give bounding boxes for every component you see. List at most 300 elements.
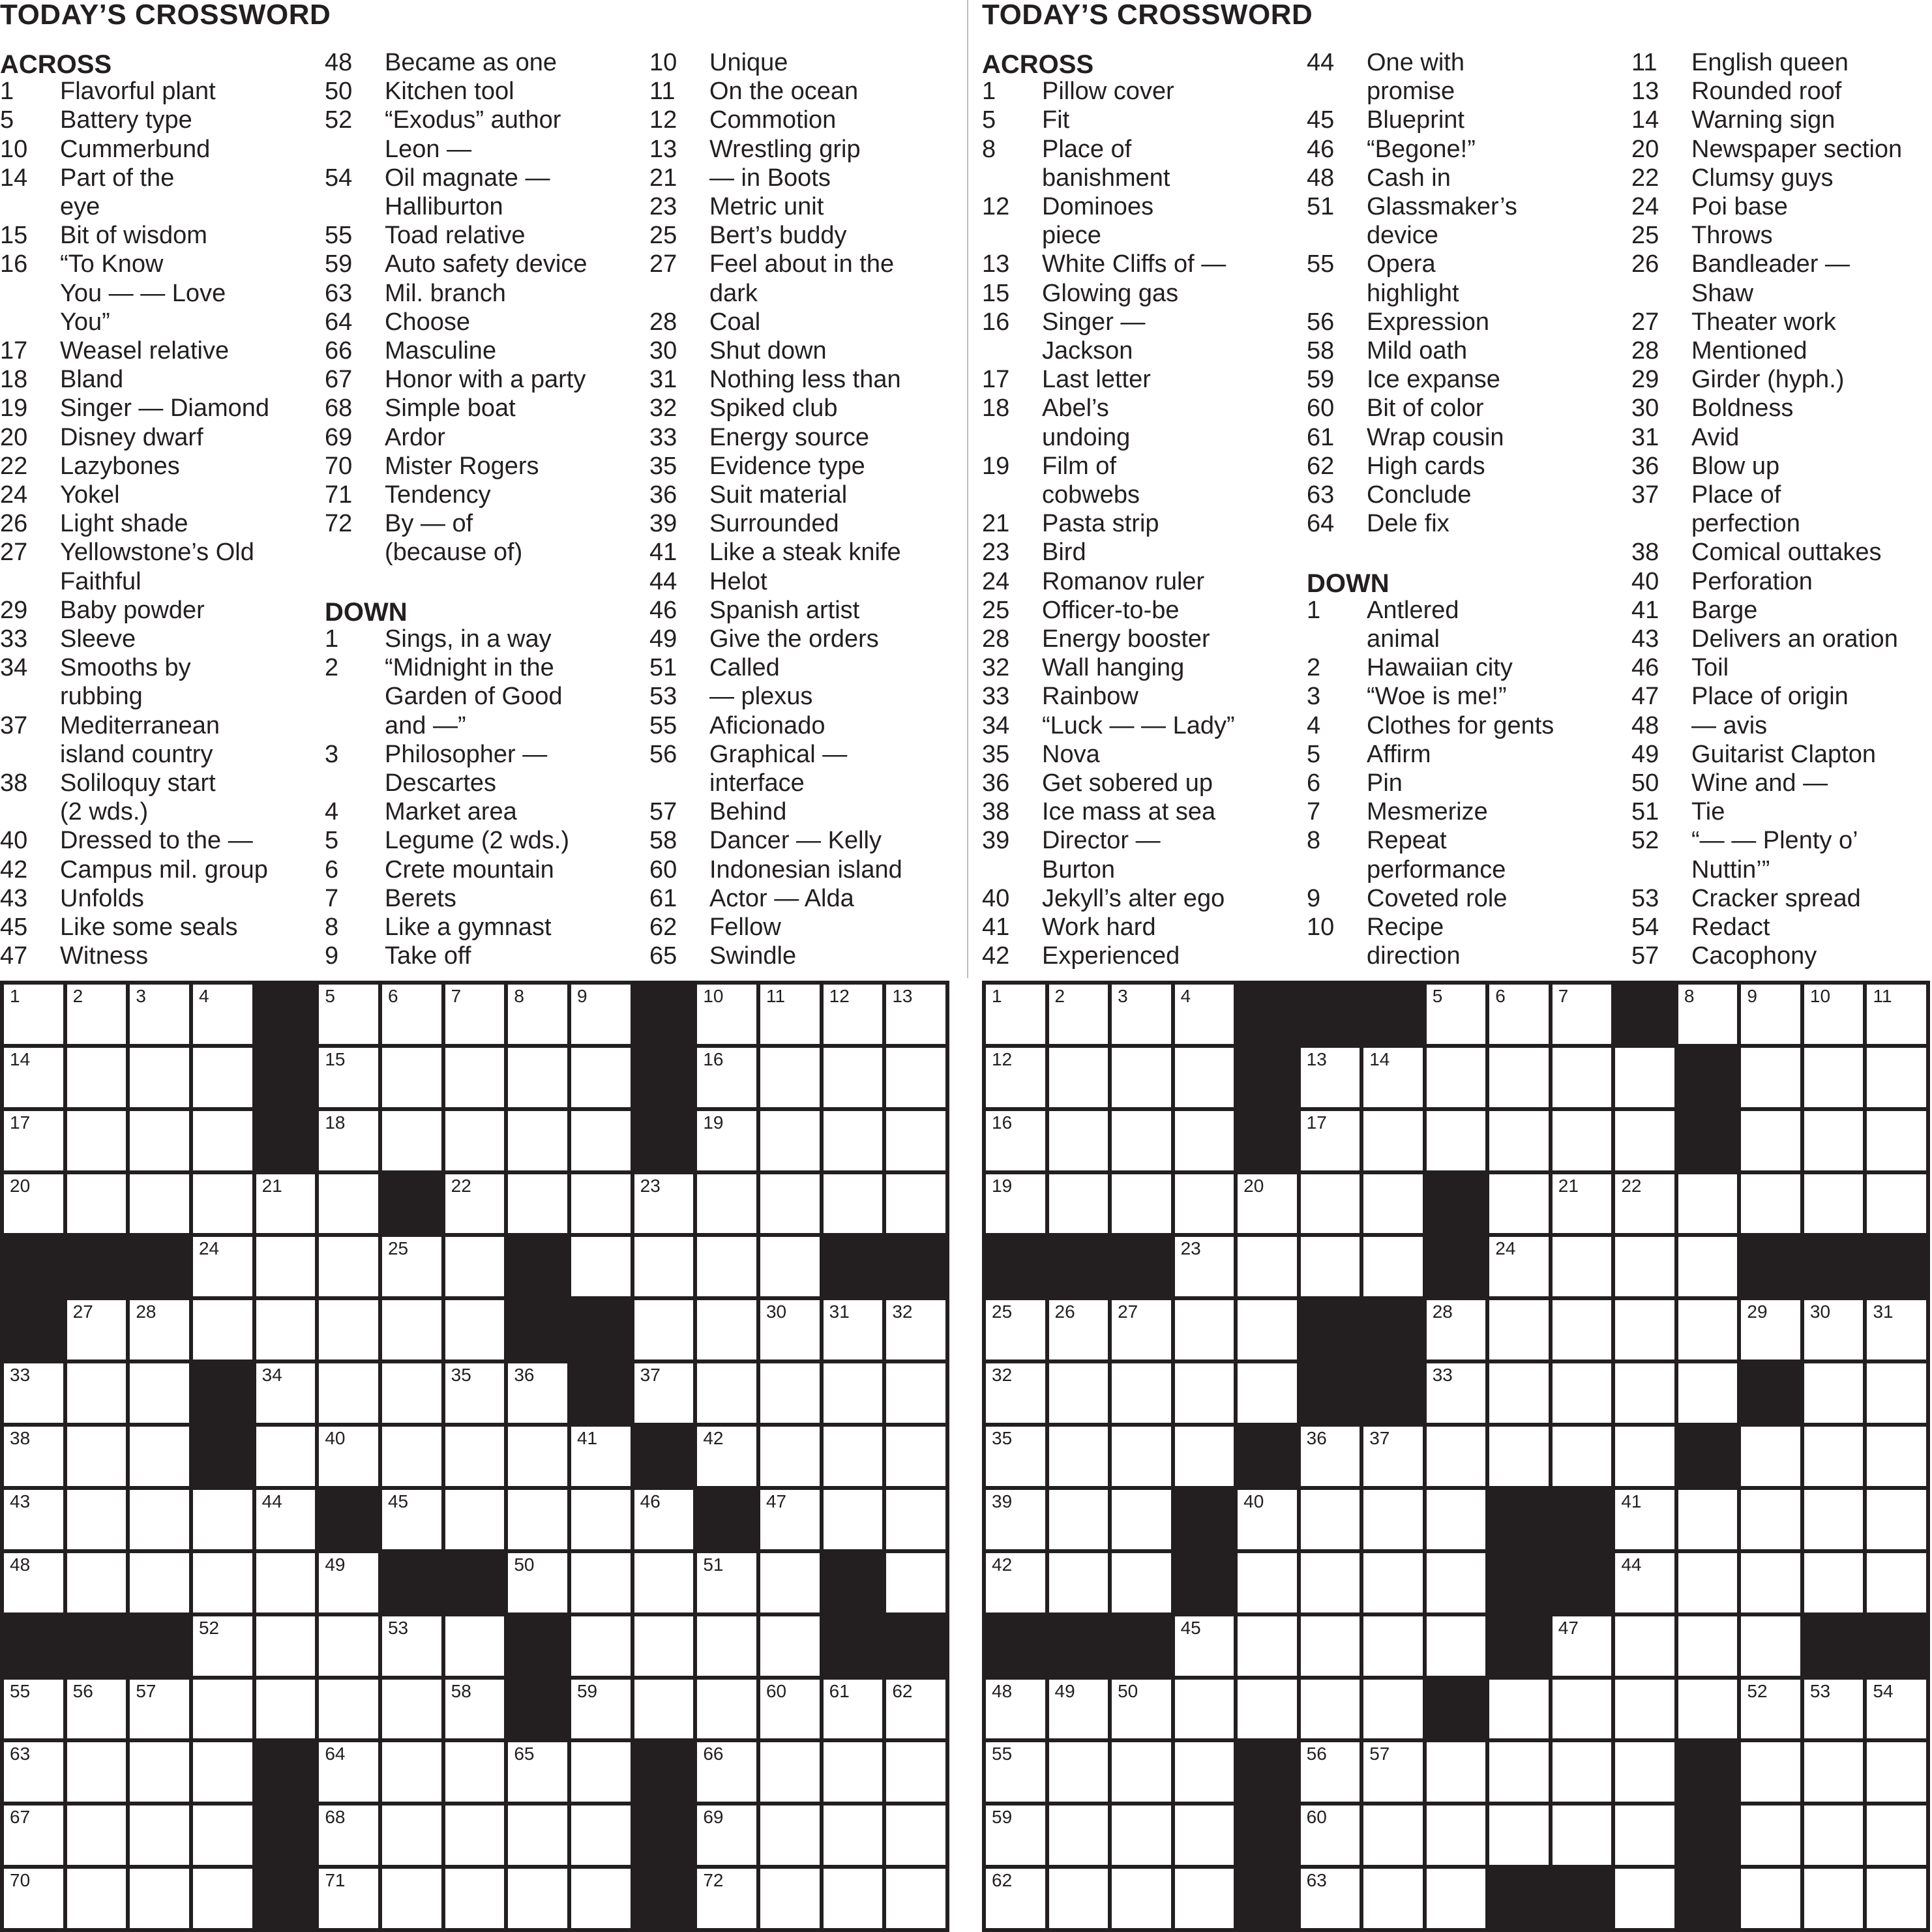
grid-cell[interactable] [1049,1869,1108,1928]
grid-cell[interactable] [1112,1742,1171,1802]
grid-cell[interactable] [1301,1680,1360,1739]
grid-cell[interactable] [1615,1616,1674,1676]
grid-cell[interactable] [4,1048,63,1107]
grid-cell[interactable] [1301,1174,1360,1234]
grid-cell[interactable] [1867,1048,1926,1107]
grid-cell[interactable] [256,1553,316,1612]
grid-cell[interactable] [1112,1174,1171,1234]
grid-cell[interactable] [445,1742,505,1802]
grid-cell[interactable] [319,1237,378,1296]
grid-cell[interactable] [1301,1869,1360,1928]
grid-cell[interactable] [697,1680,756,1739]
grid-cell[interactable] [1363,1237,1423,1296]
grid-cell[interactable] [760,1174,820,1234]
grid-cell[interactable] [1553,1806,1612,1865]
grid-cell[interactable] [67,985,126,1044]
grid-cell[interactable] [1678,1616,1738,1676]
grid-cell[interactable] [1489,1427,1549,1486]
grid-cell[interactable] [1489,1111,1549,1170]
grid-cell[interactable] [1741,1553,1800,1612]
grid-cell[interactable] [445,1806,505,1865]
grid-cell[interactable] [1301,1237,1360,1296]
grid-cell[interactable] [1489,1742,1549,1802]
grid-cell[interactable] [1489,1680,1549,1739]
grid-cell[interactable] [1049,1111,1108,1170]
grid-cell[interactable] [130,1048,189,1107]
grid-cell[interactable] [508,1111,567,1170]
grid-cell[interactable] [382,1237,441,1296]
grid-cell[interactable] [1427,1553,1486,1612]
grid-cell[interactable] [445,1869,505,1928]
grid-cell[interactable] [1804,1553,1864,1612]
grid-cell[interactable] [986,1742,1045,1802]
grid-cell[interactable] [571,1806,631,1865]
grid-cell[interactable] [1049,1427,1108,1486]
grid-cell[interactable] [824,1806,883,1865]
grid-cell[interactable] [382,1616,441,1676]
grid-cell[interactable] [760,1616,820,1676]
grid-cell[interactable] [1489,1300,1549,1360]
grid-cell[interactable] [1049,1553,1108,1612]
grid-cell[interactable] [1867,1869,1926,1928]
grid-cell[interactable] [760,1300,820,1360]
grid-cell[interactable] [1804,1174,1864,1234]
grid-cell[interactable] [1741,1680,1800,1739]
grid-cell[interactable] [1112,1427,1171,1486]
grid-cell[interactable] [1741,1427,1800,1486]
grid-cell[interactable] [256,1363,316,1423]
grid-cell[interactable] [130,1174,189,1234]
grid-cell[interactable] [1175,1680,1234,1739]
grid-cell[interactable] [1238,1237,1297,1296]
grid-cell[interactable] [1741,1490,1800,1549]
grid-cell[interactable] [1553,1616,1612,1676]
grid-cell[interactable] [67,1300,126,1360]
grid-cell[interactable] [886,1111,945,1170]
grid-cell[interactable] [4,1490,63,1549]
grid-cell[interactable] [382,1742,441,1802]
grid-cell[interactable] [1804,1742,1864,1802]
grid-cell[interactable] [256,1237,316,1296]
grid-cell[interactable] [634,1174,694,1234]
grid-cell[interactable] [1741,1742,1800,1802]
grid-cell[interactable] [193,1806,252,1865]
grid-cell[interactable] [1049,1363,1108,1423]
grid-cell[interactable] [1049,1048,1108,1107]
grid-cell[interactable] [986,1553,1045,1612]
grid-cell[interactable] [886,1869,945,1928]
grid-cell[interactable] [130,1111,189,1170]
grid-cell[interactable] [1615,1174,1674,1234]
grid-cell[interactable] [1427,1111,1486,1170]
grid-cell[interactable] [986,1490,1045,1549]
grid-cell[interactable] [1049,1742,1108,1802]
grid-cell[interactable] [193,1111,252,1170]
grid-cell[interactable] [824,1111,883,1170]
grid-cell[interactable] [67,1742,126,1802]
grid-cell[interactable] [193,1553,252,1612]
grid-cell[interactable] [1238,1300,1297,1360]
grid-cell[interactable] [886,1300,945,1360]
grid-cell[interactable] [1175,985,1234,1044]
grid-cell[interactable] [1049,1490,1108,1549]
grid-cell[interactable] [886,1742,945,1802]
grid-cell[interactable] [886,1553,945,1612]
grid-cell[interactable] [1489,1363,1549,1423]
grid-cell[interactable] [67,1806,126,1865]
grid-cell[interactable] [986,1680,1045,1739]
grid-cell[interactable] [1301,1553,1360,1612]
grid-cell[interactable] [1678,1300,1738,1360]
grid-cell[interactable] [1301,1742,1360,1802]
grid-cell[interactable] [571,1174,631,1234]
grid-cell[interactable] [986,1869,1045,1928]
grid-cell[interactable] [697,1869,756,1928]
grid-cell[interactable] [886,1806,945,1865]
grid-cell[interactable] [445,1616,505,1676]
grid-cell[interactable] [1489,1237,1549,1296]
grid-cell[interactable] [1427,1427,1486,1486]
grid-cell[interactable] [1741,985,1800,1044]
grid-cell[interactable] [4,1742,63,1802]
grid-cell[interactable] [1678,1680,1738,1739]
grid-cell[interactable] [824,1427,883,1486]
grid-cell[interactable] [1615,1742,1674,1802]
grid-cell[interactable] [67,1680,126,1739]
grid-cell[interactable] [760,1553,820,1612]
grid-cell[interactable] [886,1490,945,1549]
grid-cell[interactable] [1363,1111,1423,1170]
grid-cell[interactable] [1301,1616,1360,1676]
grid-cell[interactable] [193,1742,252,1802]
grid-cell[interactable] [571,1616,631,1676]
grid-cell[interactable] [1615,1869,1674,1928]
grid-cell[interactable] [445,1427,505,1486]
grid-cell[interactable] [1301,1427,1360,1486]
grid-cell[interactable] [697,1742,756,1802]
grid-cell[interactable] [1867,1174,1926,1234]
grid-cell[interactable] [1804,1869,1864,1928]
grid-cell[interactable] [1489,1174,1549,1234]
grid-cell[interactable] [986,1300,1045,1360]
grid-cell[interactable] [1678,1553,1738,1612]
grid-cell[interactable] [571,1869,631,1928]
grid-cell[interactable] [697,1363,756,1423]
grid-cell[interactable] [1175,1300,1234,1360]
grid-cell[interactable] [1867,1806,1926,1865]
grid-cell[interactable] [67,1427,126,1486]
grid-cell[interactable] [634,1490,694,1549]
grid-cell[interactable] [67,1869,126,1928]
grid-cell[interactable] [130,1742,189,1802]
grid-cell[interactable] [1112,1111,1171,1170]
grid-cell[interactable] [1175,1869,1234,1928]
grid-cell[interactable] [760,1363,820,1423]
grid-cell[interactable] [130,1869,189,1928]
grid-cell[interactable] [1804,1111,1864,1170]
grid-cell[interactable] [382,985,441,1044]
grid-cell[interactable] [1615,1111,1674,1170]
grid-cell[interactable] [445,1237,505,1296]
grid-cell[interactable] [256,1680,316,1739]
grid-cell[interactable] [319,1869,378,1928]
grid-cell[interactable] [382,1048,441,1107]
grid-cell[interactable] [1553,1427,1612,1486]
grid-cell[interactable] [508,1427,567,1486]
grid-cell[interactable] [1175,1048,1234,1107]
grid-cell[interactable] [193,1048,252,1107]
grid-cell[interactable] [634,1300,694,1360]
grid-cell[interactable] [760,1680,820,1739]
grid-cell[interactable] [1112,1300,1171,1360]
grid-cell[interactable] [256,1300,316,1360]
grid-cell[interactable] [760,1806,820,1865]
grid-cell[interactable] [1175,1616,1234,1676]
grid-cell[interactable] [1867,1742,1926,1802]
grid-cell[interactable] [382,1680,441,1739]
grid-cell[interactable] [508,1869,567,1928]
grid-cell[interactable] [1049,1174,1108,1234]
grid-cell[interactable] [319,1553,378,1612]
grid-cell[interactable] [130,1363,189,1423]
grid-cell[interactable] [1363,1742,1423,1802]
grid-cell[interactable] [1238,1680,1297,1739]
grid-cell[interactable] [508,1553,567,1612]
grid-cell[interactable] [1363,1869,1423,1928]
grid-cell[interactable] [508,1048,567,1107]
grid-cell[interactable] [986,985,1045,1044]
grid-cell[interactable] [1867,985,1926,1044]
grid-cell[interactable] [634,1553,694,1612]
grid-cell[interactable] [824,1048,883,1107]
grid-cell[interactable] [697,985,756,1044]
grid-cell[interactable] [571,1742,631,1802]
grid-cell[interactable] [1427,1048,1486,1107]
grid-cell[interactable] [1175,1237,1234,1296]
grid-cell[interactable] [1741,1174,1800,1234]
grid-cell[interactable] [886,1680,945,1739]
grid-cell[interactable] [697,1616,756,1676]
grid-cell[interactable] [508,985,567,1044]
grid-cell[interactable] [67,1048,126,1107]
grid-cell[interactable] [697,1237,756,1296]
grid-cell[interactable] [760,1048,820,1107]
grid-cell[interactable] [1615,1553,1674,1612]
grid-cell[interactable] [1741,1616,1800,1676]
grid-cell[interactable] [1553,985,1612,1044]
grid-cell[interactable] [319,1806,378,1865]
grid-cell[interactable] [697,1300,756,1360]
grid-cell[interactable] [697,1048,756,1107]
grid-cell[interactable] [571,1490,631,1549]
grid-cell[interactable] [1175,1427,1234,1486]
grid-cell[interactable] [1427,1869,1486,1928]
grid-cell[interactable] [1678,1490,1738,1549]
grid-cell[interactable] [1427,1300,1486,1360]
grid-cell[interactable] [634,1680,694,1739]
grid-cell[interactable] [1615,1300,1674,1360]
grid-cell[interactable] [1301,1806,1360,1865]
grid-cell[interactable] [256,1427,316,1486]
grid-cell[interactable] [1049,1806,1108,1865]
grid-cell[interactable] [130,1806,189,1865]
grid-cell[interactable] [1427,1806,1486,1865]
grid-cell[interactable] [697,1806,756,1865]
grid-cell[interactable] [1238,1490,1297,1549]
grid-cell[interactable] [1553,1174,1612,1234]
grid-cell[interactable] [319,1300,378,1360]
grid-cell[interactable] [1741,1806,1800,1865]
grid-cell[interactable] [1678,1363,1738,1423]
grid-cell[interactable] [1867,1553,1926,1612]
grid-cell[interactable] [986,1806,1045,1865]
grid-cell[interactable] [1615,1427,1674,1486]
grid-cell[interactable] [319,985,378,1044]
grid-cell[interactable] [1049,985,1108,1044]
grid-cell[interactable] [130,1553,189,1612]
grid-cell[interactable] [1553,1048,1612,1107]
grid-cell[interactable] [1678,1174,1738,1234]
grid-cell[interactable] [130,1490,189,1549]
grid-cell[interactable] [508,1174,567,1234]
grid-cell[interactable] [571,1680,631,1739]
grid-cell[interactable] [1615,1363,1674,1423]
grid-cell[interactable] [382,1806,441,1865]
grid-cell[interactable] [986,1363,1045,1423]
grid-cell[interactable] [4,1363,63,1423]
grid-cell[interactable] [4,1174,63,1234]
grid-cell[interactable] [445,1300,505,1360]
grid-cell[interactable] [508,1806,567,1865]
grid-cell[interactable] [760,985,820,1044]
grid-cell[interactable] [1238,1363,1297,1423]
grid-cell[interactable] [1741,1111,1800,1170]
grid-cell[interactable] [193,1616,252,1676]
grid-cell[interactable] [1112,1806,1171,1865]
grid-cell[interactable] [193,985,252,1044]
grid-cell[interactable] [760,1111,820,1170]
grid-cell[interactable] [760,1869,820,1928]
grid-cell[interactable] [256,1616,316,1676]
grid-cell[interactable] [824,985,883,1044]
grid-cell[interactable] [67,1111,126,1170]
grid-cell[interactable] [1112,1490,1171,1549]
grid-cell[interactable] [67,1490,126,1549]
grid-cell[interactable] [445,1490,505,1549]
grid-cell[interactable] [508,1490,567,1549]
grid-cell[interactable] [1175,1742,1234,1802]
grid-cell[interactable] [1615,1490,1674,1549]
grid-cell[interactable] [193,1174,252,1234]
grid-cell[interactable] [130,1680,189,1739]
grid-cell[interactable] [986,1174,1045,1234]
grid-cell[interactable] [824,1869,883,1928]
grid-cell[interactable] [571,1237,631,1296]
grid-cell[interactable] [986,1048,1045,1107]
grid-cell[interactable] [4,1869,63,1928]
grid-cell[interactable] [445,1680,505,1739]
grid-cell[interactable] [4,985,63,1044]
grid-cell[interactable] [1363,1680,1423,1739]
grid-cell[interactable] [256,1490,316,1549]
grid-cell[interactable] [1363,1490,1423,1549]
grid-cell[interactable] [1867,1363,1926,1423]
grid-cell[interactable] [1489,1048,1549,1107]
grid-cell[interactable] [824,1742,883,1802]
grid-cell[interactable] [1112,1363,1171,1423]
grid-cell[interactable] [256,1174,316,1234]
grid-cell[interactable] [193,1680,252,1739]
grid-cell[interactable] [1112,1553,1171,1612]
grid-cell[interactable] [67,1174,126,1234]
grid-cell[interactable] [1238,1616,1297,1676]
grid-cell[interactable] [1427,1742,1486,1802]
grid-cell[interactable] [1112,985,1171,1044]
grid-cell[interactable] [193,1869,252,1928]
grid-cell[interactable] [445,985,505,1044]
grid-cell[interactable] [4,1111,63,1170]
grid-cell[interactable] [824,1174,883,1234]
grid-cell[interactable] [760,1427,820,1486]
grid-cell[interactable] [697,1427,756,1486]
grid-cell[interactable] [760,1742,820,1802]
grid-cell[interactable] [1553,1680,1612,1739]
grid-cell[interactable] [1238,1174,1297,1234]
grid-cell[interactable] [319,1427,378,1486]
grid-cell[interactable] [1363,1048,1423,1107]
grid-cell[interactable] [1615,1680,1674,1739]
grid-cell[interactable] [571,1111,631,1170]
grid-cell[interactable] [1427,985,1486,1044]
grid-cell[interactable] [697,1553,756,1612]
grid-cell[interactable] [824,1680,883,1739]
grid-cell[interactable] [1804,1806,1864,1865]
grid-cell[interactable] [1363,1616,1423,1676]
grid-cell[interactable] [1804,1490,1864,1549]
grid-cell[interactable] [1804,1427,1864,1486]
grid-cell[interactable] [445,1111,505,1170]
grid-cell[interactable] [319,1174,378,1234]
grid-cell[interactable] [824,1300,883,1360]
grid-cell[interactable] [1301,1111,1360,1170]
grid-cell[interactable] [1049,1680,1108,1739]
grid-cell[interactable] [1867,1300,1926,1360]
grid-cell[interactable] [1489,985,1549,1044]
grid-cell[interactable] [4,1680,63,1739]
grid-cell[interactable] [571,1553,631,1612]
grid-cell[interactable] [319,1742,378,1802]
grid-cell[interactable] [445,1363,505,1423]
grid-cell[interactable] [634,1363,694,1423]
grid-cell[interactable] [1175,1363,1234,1423]
grid-cell[interactable] [1112,1048,1171,1107]
grid-cell[interactable] [1049,1300,1108,1360]
grid-cell[interactable] [1615,1237,1674,1296]
grid-cell[interactable] [1489,1806,1549,1865]
grid-cell[interactable] [193,1490,252,1549]
grid-cell[interactable] [1867,1427,1926,1486]
grid-cell[interactable] [1553,1237,1612,1296]
grid-cell[interactable] [130,1427,189,1486]
grid-cell[interactable] [1238,1553,1297,1612]
grid-cell[interactable] [1553,1111,1612,1170]
grid-cell[interactable] [382,1111,441,1170]
grid-cell[interactable] [193,1300,252,1360]
grid-cell[interactable] [1741,1048,1800,1107]
grid-cell[interactable] [508,1742,567,1802]
grid-cell[interactable] [445,1048,505,1107]
grid-cell[interactable] [1363,1553,1423,1612]
